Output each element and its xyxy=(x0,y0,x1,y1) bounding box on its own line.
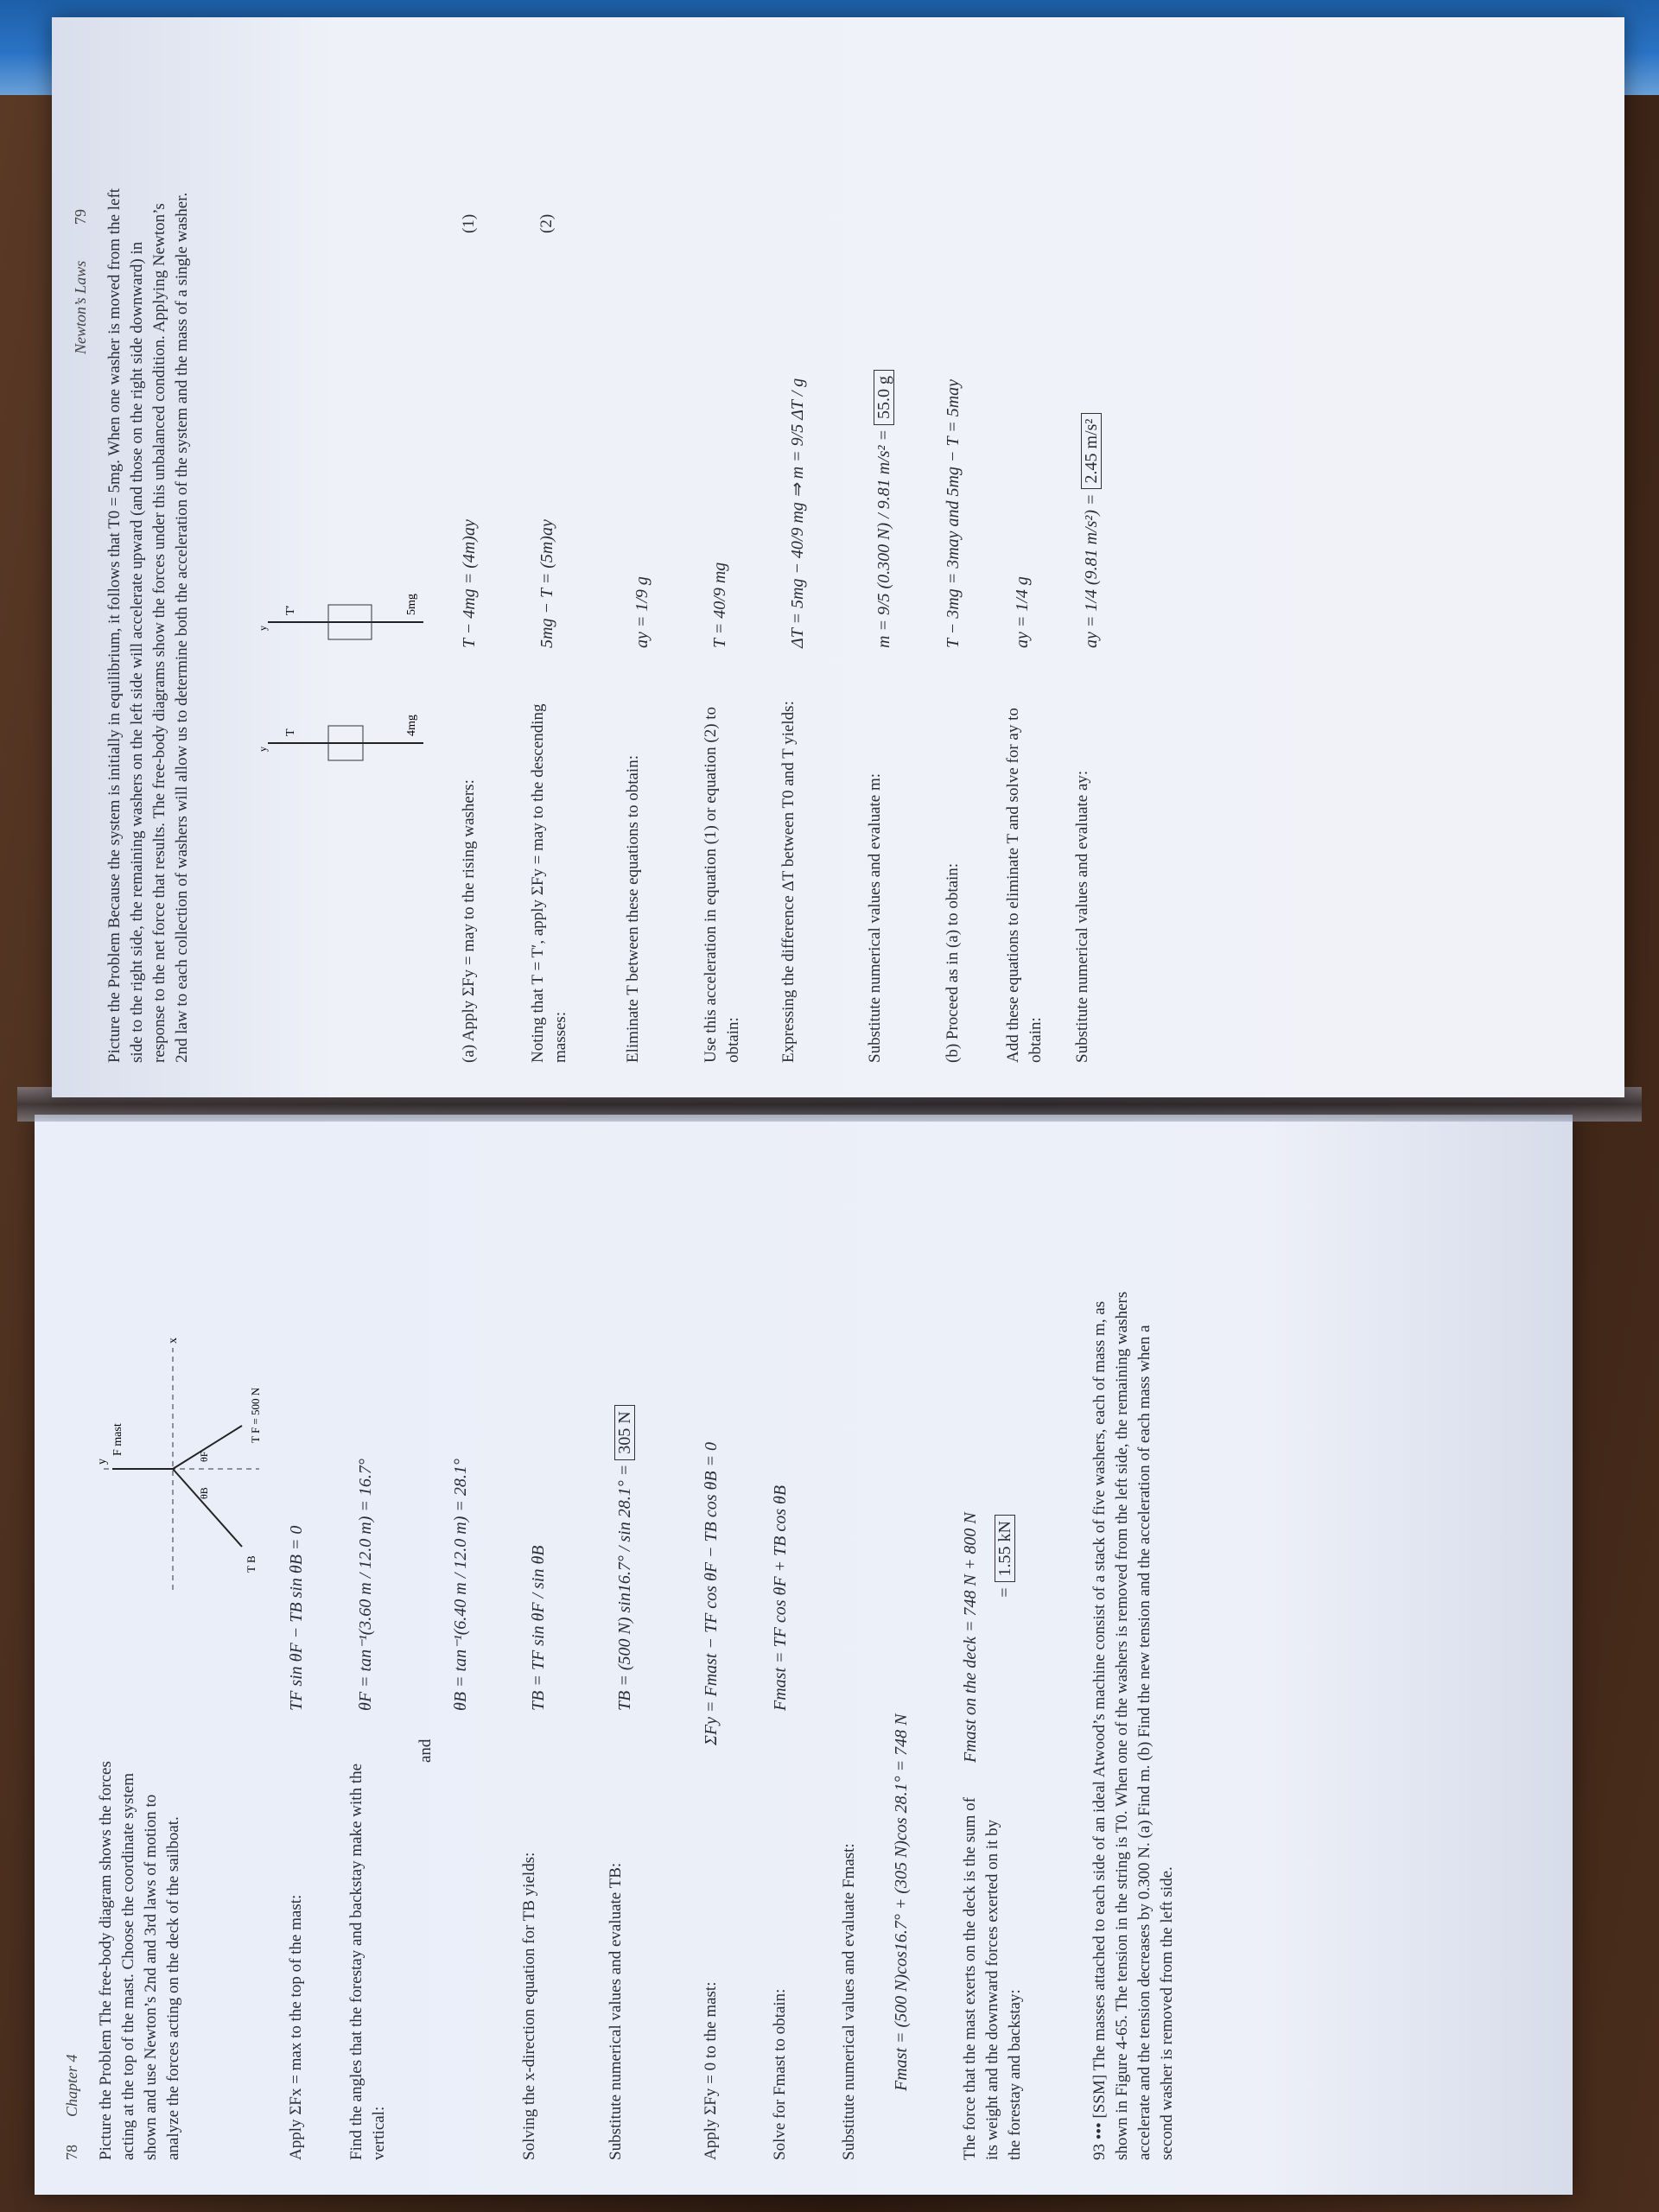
right-step-1-label: (a) Apply ΣFy = may to the rising washers: xyxy=(460,779,478,1063)
left-step-6-eq: ΣFy = Fmast − TF cos θF − TB cos θB = 0 xyxy=(702,1441,721,1745)
right-step-9-answer: 2.45 m/s² xyxy=(1081,413,1102,490)
right-step-2-num: (2) xyxy=(537,213,556,233)
right-step-6-eq xyxy=(873,370,895,648)
washer-free-body-diagrams xyxy=(259,527,432,838)
right-weight-label: 5mg xyxy=(405,594,418,615)
left-step-11-eq xyxy=(994,1515,1016,1599)
right-step-7-label: (b) Proceed as in (a) to obtain: xyxy=(944,862,962,1063)
mast-free-body-diagram xyxy=(95,1331,268,1642)
left-step-1-label: Apply ΣFx = max to the top of the mast: xyxy=(287,1894,305,2160)
right-step-1-num: (1) xyxy=(460,213,478,233)
left-step-4-eq: TB = TF sin θF / sin θB xyxy=(529,1545,548,1711)
left-step-10-label: The force that the mast exerts on the deck is the sum of its weight and the downward forces exerted on it by the forestay and backstay: xyxy=(961,1797,1024,2160)
right-step-9-eq-text: ay = 1/4 (9.81 m/s²) = xyxy=(1082,493,1101,648)
right-step-2-eq: 5mg − T = (5m)ay xyxy=(537,519,556,648)
left-step-5-eq-text: TB = (500 N) sin16.7° / sin 28.1° = xyxy=(615,1464,634,1711)
left-y-label: y xyxy=(257,747,269,752)
left-step-5-answer: 305 N xyxy=(614,1405,635,1459)
right-tension-label: T′ xyxy=(284,605,297,615)
theta-f-label: θF xyxy=(198,1451,210,1462)
right-step-6-eq-text: m = 9/5 (0.300 N) / 9.81 m/s² = xyxy=(874,429,893,648)
left-step-4-label: Solving the x-direction equation for TB yields: xyxy=(520,1852,538,2160)
right-step-4-eq: T = 40/9 mg xyxy=(710,562,729,648)
forestay-label: T F = 500 N xyxy=(249,1387,262,1443)
right-intro: Picture the Problem Because the system is initially in equilibrium, it follows that T0 = 5mg. When one washer is moved from the left side to the right side, the remaining washers on the left side will accelerate upward (and those on the right side downward) in response to the net force that results. The free-body diagrams show the forces under this unbalanced condition. Applying Newton’s 2nd law to each collection of washers will allow us to determine both the acceleration of the system and the mass of a single washer. xyxy=(105,188,191,1063)
left-step-5-label: Substitute numerical values and evaluate TB: xyxy=(607,1862,625,2160)
left-step-5-eq xyxy=(613,1405,636,1711)
left-page-number: 78 xyxy=(63,2145,80,2160)
right-step-2-label: Noting that T = T′, apply ΣFy = may to the descending masses: xyxy=(529,703,569,1063)
right-step-1-eq: T − 4mg = (4m)ay xyxy=(460,519,479,648)
backstay-label: T B xyxy=(245,1555,257,1573)
left-step-11-eq-text: = xyxy=(995,1586,1014,1599)
right-page xyxy=(52,17,1624,1097)
problem-93: 93 ••• [SSM] The masses attached to each side of an ideal Atwood’s machine consist of a stack of five washers, each of mass m, as shown in Figure 4-65. The tension in the string is T0. When one of the washers is removed from the left side, the remaining washers accelerate and the tension decreases by 0.300 N. (a) Find m. (b) Find the new tension and the acceleration of each mass when a second washer is removed from the left side. xyxy=(1090,1291,1176,2160)
left-step-2-eq: θF = tan⁻¹(3.60 m / 12.0 m) = 16.7° xyxy=(356,1459,375,1711)
right-step-6-label: Substitute numerical values and evaluate m: xyxy=(866,772,884,1063)
backstay-arrow xyxy=(173,1469,242,1547)
left-step-6-label: Apply ΣFy = 0 to the mast: xyxy=(702,1981,720,2160)
right-chapter-title: Newton’s Laws xyxy=(72,260,89,354)
left-step-7-eq: Fmast = TF cos θF + TB cos θB xyxy=(771,1484,790,1711)
right-step-6-answer: 55.0 g xyxy=(874,370,894,425)
left-step-10-eq: Fmast on the deck = 748 N + 800 N xyxy=(961,1512,980,1763)
left-step-1-eq: TF sin θF − TB sin θB = 0 xyxy=(287,1525,306,1711)
right-step-5-eq: ΔT = 5mg − 40/9 mg ⇒ m = 9/5 ΔT / g xyxy=(788,378,807,648)
right-step-5-label: Expressing the difference ΔT between T0 and T yields: xyxy=(779,701,798,1063)
left-step-9-eq: Fmast = (500 N)cos16.7° + (305 N)cos 28.1° = 748 N xyxy=(892,1713,911,2091)
x-label: x xyxy=(167,1338,180,1344)
forestay-arrow xyxy=(173,1426,242,1469)
left-page xyxy=(35,1115,1573,2195)
y-label: y xyxy=(96,1459,109,1465)
right-step-3-label: Eliminate T between these equations to obtain: xyxy=(624,755,642,1063)
left-chapter-title: Chapter 4 xyxy=(63,2054,80,2117)
right-step-9-eq xyxy=(1080,413,1103,648)
right-step-7-eq: T − 3mg = 3may and 5mg − T = 5may xyxy=(944,378,963,648)
left-step-2-label: Find the angles that the forestay and backstay make with the vertical: xyxy=(347,1763,388,2160)
left-step-7-label: Solve for Fmast to obtain: xyxy=(771,1988,789,2160)
left-step-11-answer: 1.55 kN xyxy=(995,1515,1015,1582)
theta-b-label: θB xyxy=(198,1487,210,1499)
left-step-8-label: Substitute numerical values and evaluate Fmast: xyxy=(840,1843,858,2160)
right-step-8-eq: ay = 1/4 g xyxy=(1013,576,1032,648)
right-step-3-eq: ay = 1/9 g xyxy=(632,576,652,648)
mast-label: F mast xyxy=(111,1423,124,1456)
left-step-3-label: and xyxy=(416,1738,435,1763)
left-weight-label: 4mg xyxy=(405,715,418,736)
right-step-9-label: Substitute numerical values and evaluate ay: xyxy=(1073,770,1091,1063)
left-intro: Picture the Problem The free-body diagram shows the forces acting at the top of the mast. Choose the coordinate system shown and use Newton’s 2nd and 3rd laws of motion to analyze the forces acting on the deck of the sailboat. xyxy=(97,1761,182,2160)
right-step-8-label: Add these equations to eliminate T and solve for ay to obtain: xyxy=(1004,708,1045,1063)
right-y-label: y xyxy=(257,626,269,631)
left-step-3-eq: θB = tan⁻¹(6.40 m / 12.0 m) = 28.1° xyxy=(451,1459,470,1711)
left-tension-label: T xyxy=(284,728,297,736)
right-step-4-label: Use this acceleration in equation (1) or equation (2) to obtain: xyxy=(702,706,742,1063)
right-page-number: 79 xyxy=(72,209,89,225)
